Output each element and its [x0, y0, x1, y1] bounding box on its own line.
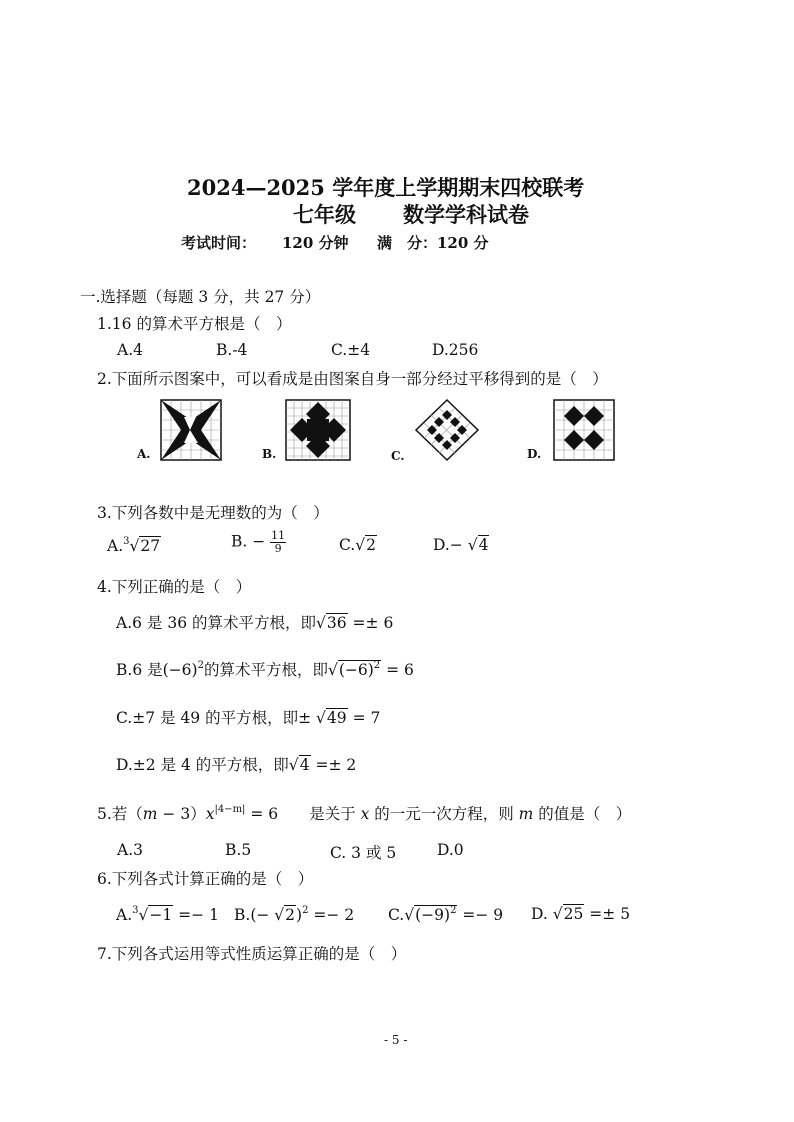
q2-figure-a: [160, 399, 222, 461]
q6-option-b: $B.(- √2)^2 =- 2$: [234, 905, 355, 924]
full-score: 满 分：120 分: [377, 234, 489, 252]
question-7-stem: 7.下列各式运用等式性质运算正确的是（ ）: [97, 945, 407, 963]
subject-title: 数学学科试卷: [403, 202, 529, 227]
q2-figure-b: [285, 399, 351, 461]
q2-label-d: D.: [527, 447, 542, 461]
q3-option-a: A.$^3$√27: [107, 536, 161, 555]
q1-option-b: B.-4: [216, 341, 248, 359]
q5-option-a: A.3: [117, 841, 143, 859]
q3-option-d: D.− √4: [433, 536, 489, 554]
q5-option-b: B.5: [225, 841, 252, 859]
q5-option-c: C. 3 或 5: [330, 844, 397, 862]
question-5-stem: 5.若$(m - 3)x^{|4-m|} = 6$ 是关于 x 的一元一次方程，则 m 的值是（ ）: [97, 804, 632, 823]
q6-option-d: D. √25 =± 5: [531, 905, 631, 923]
q2-label-b: B.: [262, 447, 277, 461]
q4-option-b: B.6 是$(-6)^2$的算术平方根，即$√(-6)^2 = 6$: [116, 660, 414, 679]
q4-option-d: D.±2 是 4 的平方根，即√4 =± 2: [116, 756, 357, 774]
question-2-stem: 2.下面所示图案中，可以看成是由图案自身一部分经过平移得到的是（ ）: [97, 370, 608, 388]
exam-title: 2024—2025 学年度上学期期末四校联考: [187, 175, 585, 200]
q1-option-a: A.4: [117, 341, 143, 359]
q3-option-c: C.√2: [339, 536, 376, 554]
q6-option-c: $C.√(-9)^2 =- 9$: [388, 905, 504, 924]
q3-option-b: B. − $\frac{11}{9}$: [231, 529, 286, 555]
question-3-stem: 3.下列各数中是无理数的为（ ）: [97, 504, 329, 522]
q2-figure-d: [553, 399, 615, 461]
q2-label-c: C.: [391, 449, 405, 463]
q6-option-a: A.$^3$√−1 =− 1: [116, 905, 219, 924]
q5-option-d: D.0: [437, 841, 464, 859]
q1-option-d: D.256: [432, 341, 479, 359]
q4-option-c: C.±7 是 49 的平方根，即± √49 = 7: [116, 709, 381, 727]
section-heading: 一.选择题（每题 3 分，共 27 分）: [80, 288, 321, 306]
question-6-stem: 6.下列各式计算正确的是（ ）: [97, 870, 314, 888]
q2-label-a: A.: [137, 447, 151, 461]
grade-label: 七年级: [293, 202, 356, 227]
exam-time-value: 120 分钟: [282, 234, 349, 252]
q2-figure-c: [414, 398, 480, 462]
q4-option-a: A.6 是 36 的算术平方根，即√36 =± 6: [116, 614, 394, 632]
question-1-stem: 1.16 的算术平方根是（ ）: [97, 315, 292, 333]
q1-option-c: C.±4: [331, 341, 371, 359]
question-4-stem: 4.下列正确的是（ ）: [97, 578, 252, 596]
page-number: - 5 -: [384, 1033, 408, 1047]
exam-time-label: 考试时间：: [181, 234, 257, 252]
